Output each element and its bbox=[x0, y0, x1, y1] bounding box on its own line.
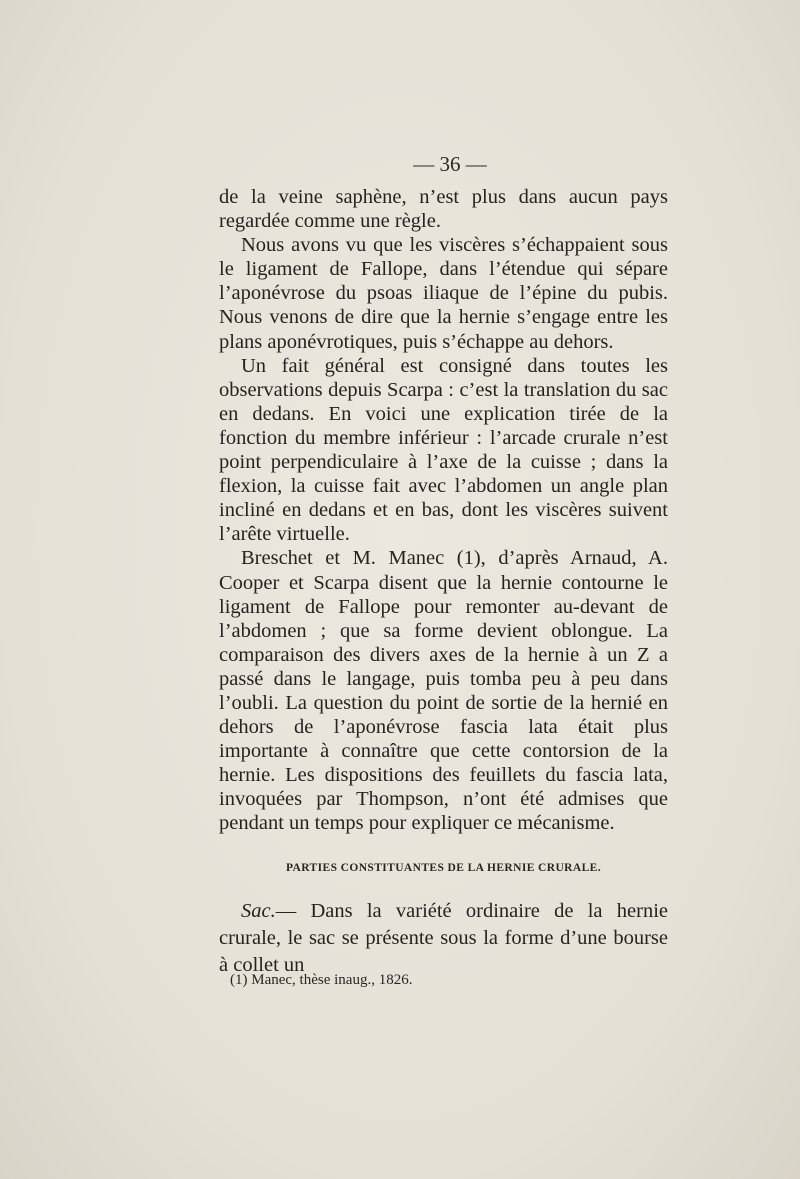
paragraph-continuation: de la veine saphène, n’est plus dans aucun pays regardée comme une règle. bbox=[219, 186, 668, 233]
section-lead-word: Sac. bbox=[241, 900, 276, 922]
paragraph-general-fact: Un fait général est consigné dans toutes les observations depuis Scarpa : c’est la translation du sac en dedans. En voici une explication tirée de la fonction du membre inférieur : l’arcade crurale n’est point perpendiculaire à l’axe de la cuisse ; dans la flexion, la cuisse fait avec l’abdomen un angle plan incliné en dedans et en bas, dont les viscères suivent l’arête virtuelle. bbox=[219, 354, 668, 546]
paragraph-hernia-path: Nous avons vu que les viscères s’échappaient sous le ligament de Fallope, dans l’étendue qui sépare l’aponévrose du psoas iliaque de l’épine du pubis. Nous venons de dire que la hernie s’engage entre les plans aponévrotiques, puis s’échappe au dehors. bbox=[219, 234, 668, 353]
footnote: (1) Manec, thèse inaug., 1826. bbox=[230, 972, 413, 988]
body-text bbox=[219, 185, 668, 836]
page-number: — 36 — bbox=[413, 152, 487, 176]
paragraph-breschet-manec: Breschet et M. Manec (1), d’après Arnaud, A. Cooper et Scarpa disent que la hernie contourne le ligament de Fallope pour remonter au-devant de l’abdomen ; que sa forme devient oblongue. La comparaison des divers axes de la hernie à un Z a passé dans le langage, puis tomba peu à peu dans l’oubli. La question du point de sortie de la hernié en dehors de l’aponévrose fascia lata était plus importante à connaître que cette contorsion de la hernie. Les dispositions des feuillets du fascia lata, invoquées par Thompson, n’ont été admises que pendant un temps pour expliquer ce mécanisme. bbox=[219, 547, 668, 835]
section-text bbox=[219, 898, 668, 979]
section-paragraph: — Dans la variété ordinaire de la hernie crurale, le sac se présente sous la forme d’une bourse à collet un bbox=[219, 900, 668, 976]
section-heading: PARTIES CONSTITUANTES DE LA HERNIE CRURALE. bbox=[285, 862, 601, 874]
